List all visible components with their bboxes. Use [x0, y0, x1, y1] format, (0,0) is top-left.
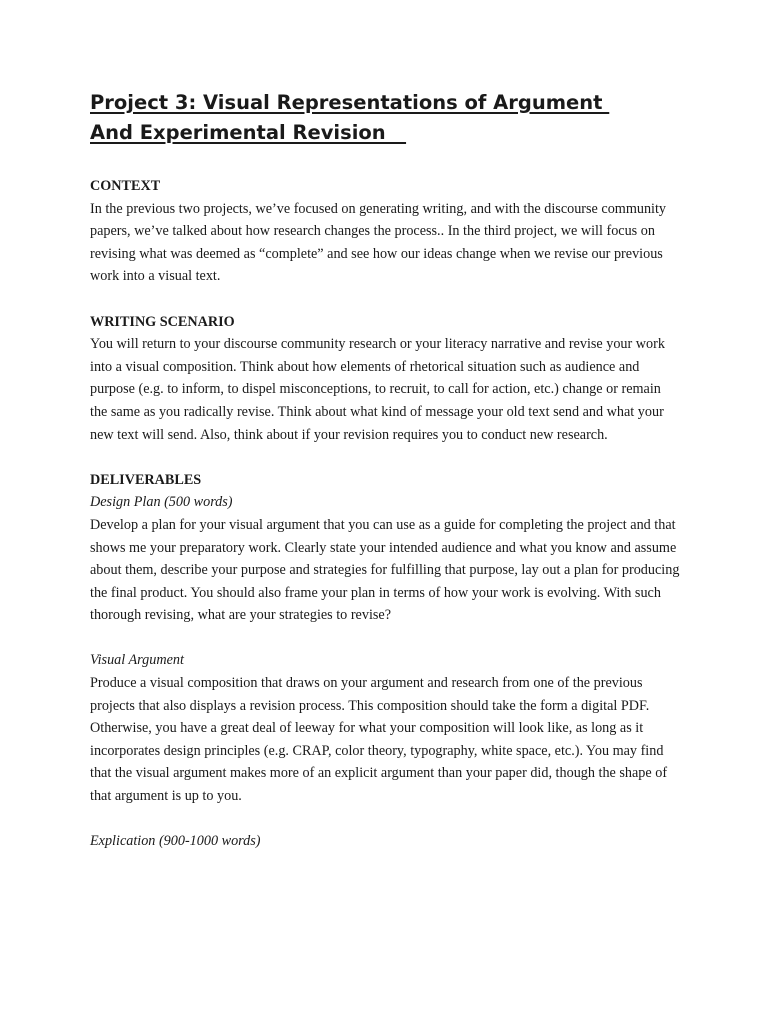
context-body: In the previous two projects, we’ve focused on generating writing, and with the discourse community papers, we’ve talked about how research changes the process.. In the third project, we will focus on revising what was deemed as “complete” and see how our ideas change when we revise our previous work into a visual text. [90, 200, 667, 285]
writing-scenario-body: You will return to your discourse community research or your literacy narrative and revise your work into a visual composition. Think about how elements of rhetorical situation such as audience and purpose (e.g. to inform, to dispel misconceptions, to recruit, to call for action, etc.) change or remain the same as you radically revise. Think about what kind of message your old text send and what your new text will send. Also, think about if your revision requires you to conduct new research. [90, 336, 665, 443]
document-title [90, 88, 680, 148]
context-section [90, 175, 680, 288]
writing-scenario-heading: WRITING SCENARIO [90, 313, 235, 330]
explication-subheading: Explication (900-1000 words) [90, 833, 261, 850]
document-page [90, 88, 680, 853]
design-plan-subheading: Design Plan (500 words) [90, 494, 233, 511]
visual-argument-subheading: Visual Argument [90, 652, 184, 669]
visual-argument-body: Produce a visual composition that draws on your argument and research from one of the previous projects that also displays a revision process. This composition should take the form a digital PDF. Otherwise, you have a great deal of leeway for what your composition will look like, as long as it incorporates design principles (e.g. CRAP, color theory, typography, white space, etc.). You may find that the visual argument makes more of an explicit argument than your paper did, though the shape of that argument is up to you. [90, 675, 668, 805]
title-line-2: And Experimental Revision [90, 121, 407, 144]
writing-scenario-section [90, 311, 680, 447]
deliverables-section [90, 469, 680, 853]
title-line-1: Project 3: Visual Representations of Argument [90, 91, 610, 114]
design-plan-body: Develop a plan for your visual argument that you can use as a guide for completing the project and that shows me your preparatory work. Clearly state your intended audience and what you know and assume about them, describe your purpose and strategies for fulfilling that purpose, lay out a plan for producing the final product. You should also frame your plan in terms of how your work is evolving. With such thorough revising, what are your strategies to revise? [90, 516, 680, 624]
context-heading: CONTEXT [90, 178, 161, 194]
deliverables-heading: DELIVERABLES [90, 471, 202, 488]
